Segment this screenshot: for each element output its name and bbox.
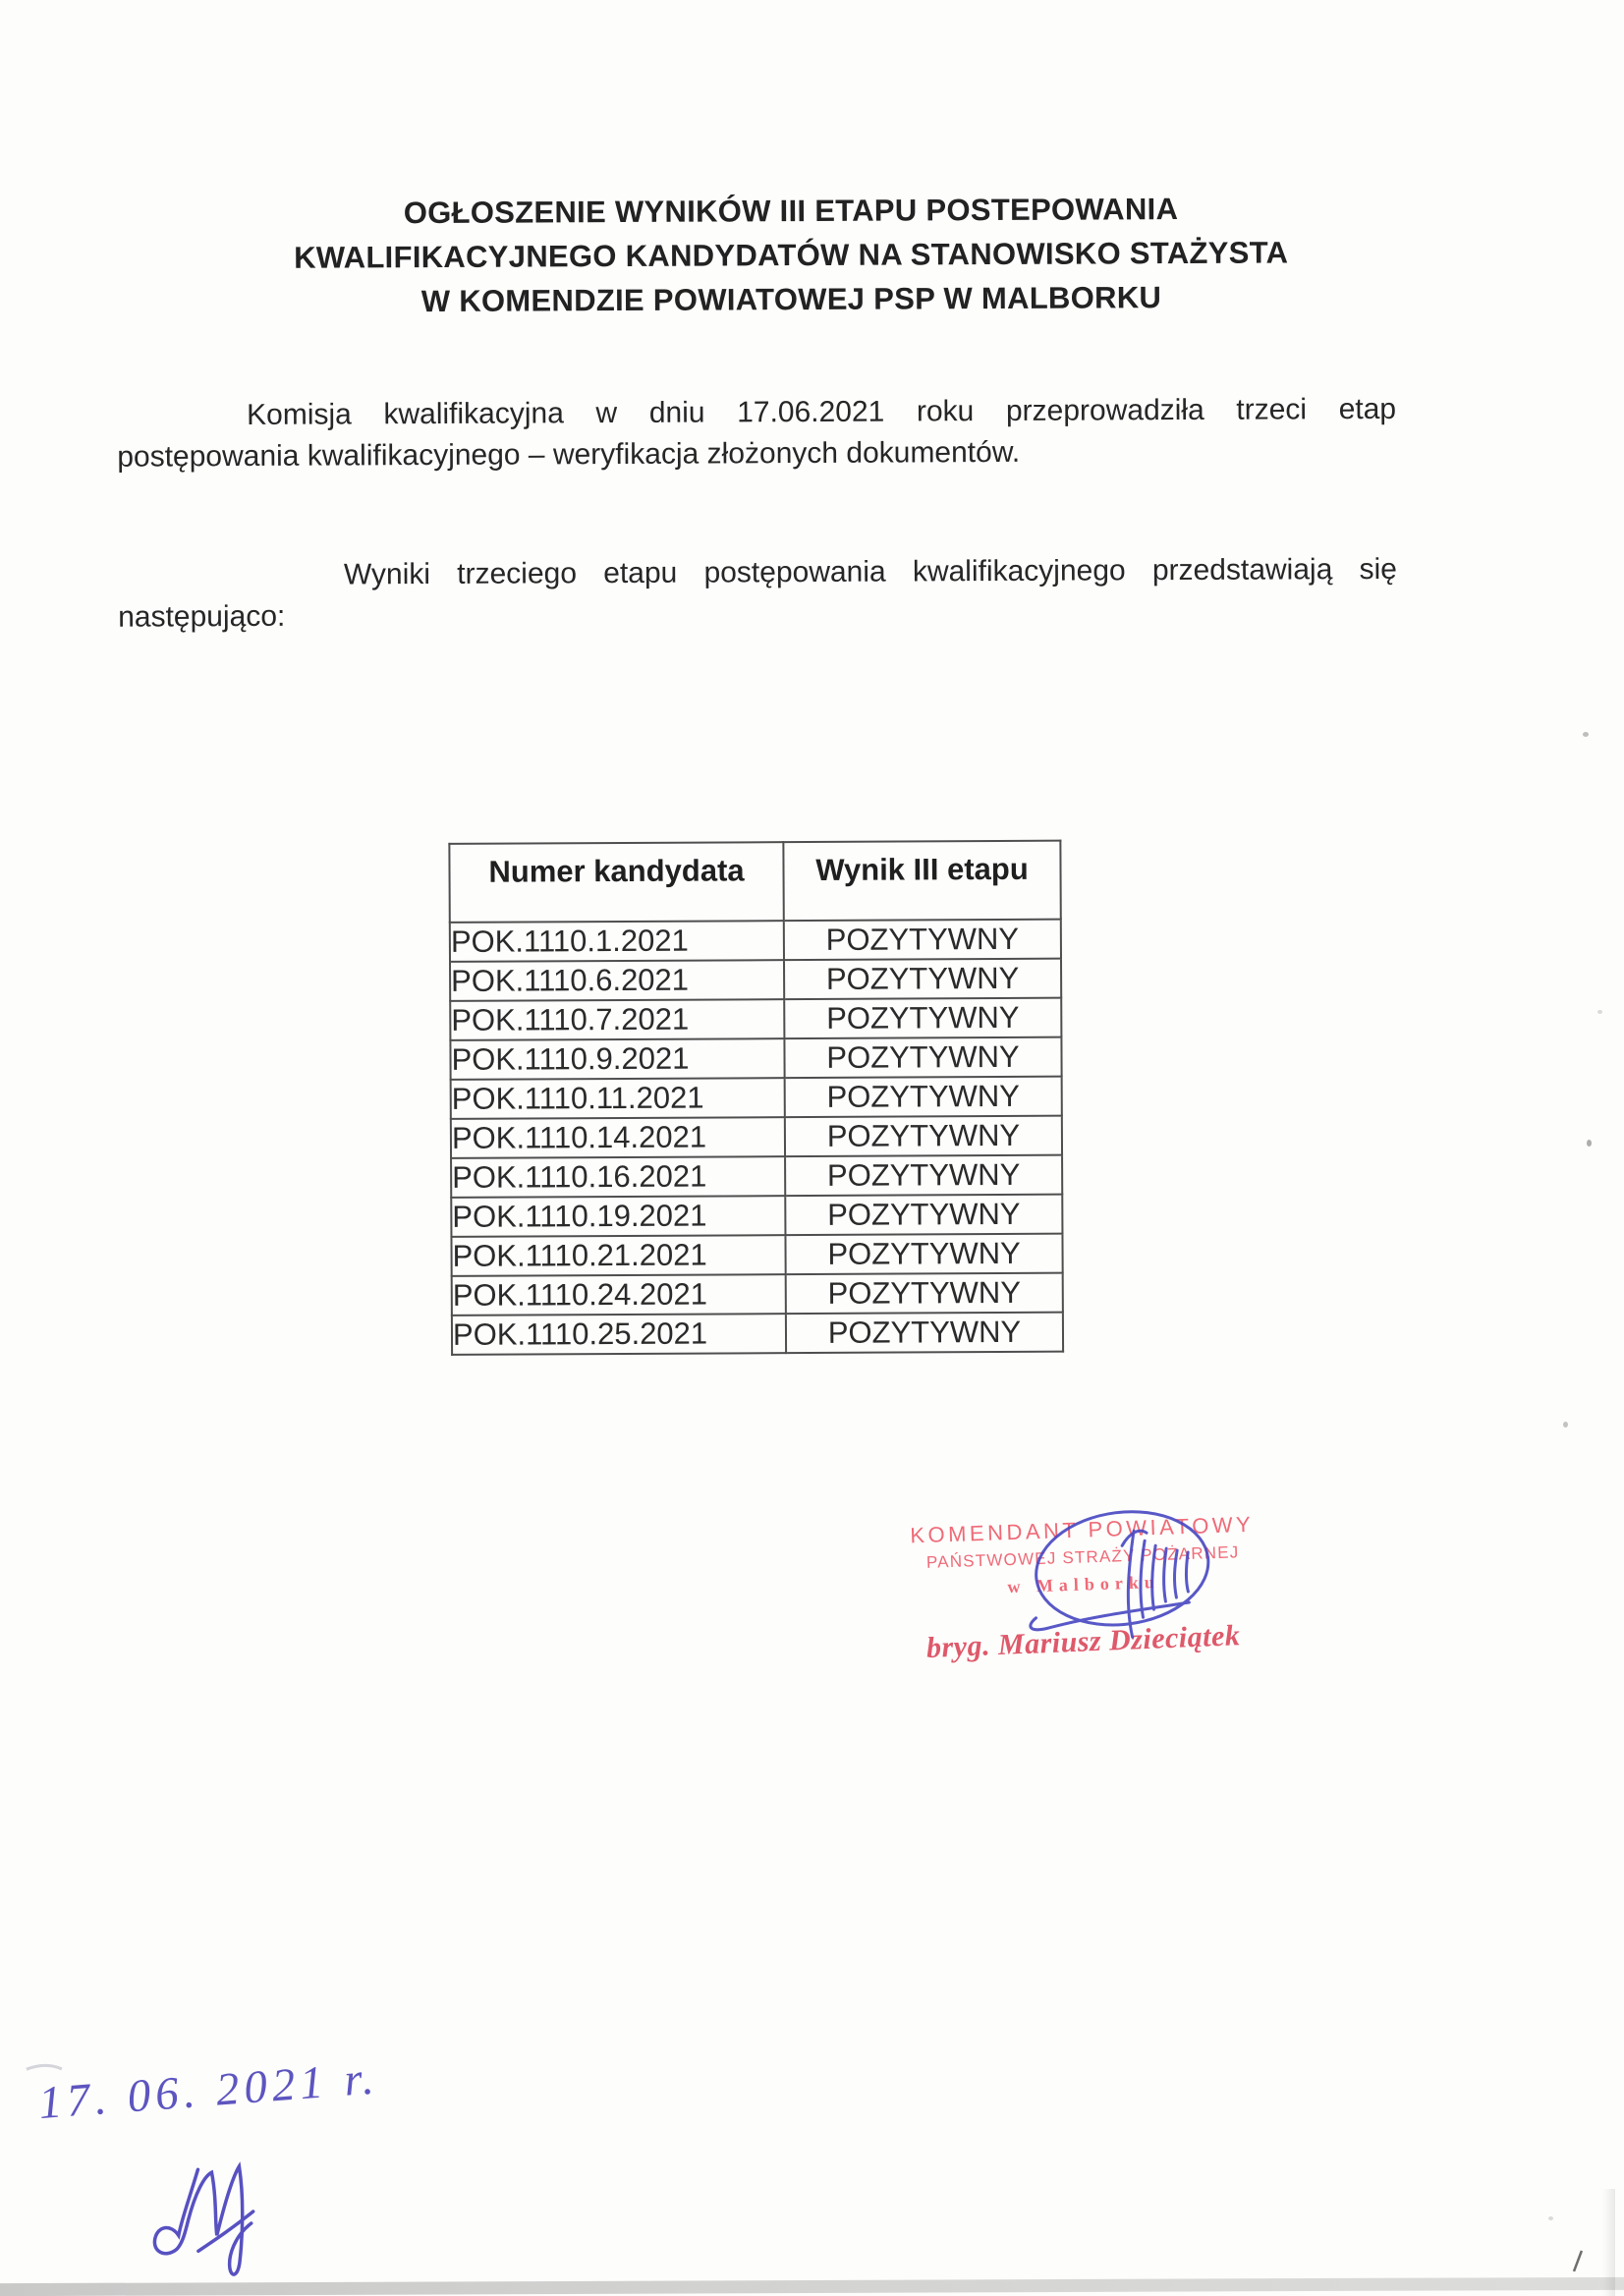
scan-edge-shade — [1602, 2189, 1615, 2296]
candidate-number-cell: POK.1110.24.2021 — [452, 1274, 786, 1316]
candidate-number-cell: POK.1110.25.2021 — [452, 1314, 786, 1355]
result-cell: POZYTYWNY — [785, 1195, 1062, 1235]
results-table-header — [449, 841, 1060, 923]
table-row — [450, 998, 1061, 1040]
paragraph-line: Komisja kwalifikacyjna w dniu 17.06.2021 roku przeprowadziła trzeci etap — [246, 392, 1397, 432]
scan-speck — [1583, 732, 1589, 737]
table-row — [451, 1077, 1062, 1119]
document-title — [157, 186, 1426, 325]
result-cell: POZYTYWNY — [786, 1273, 1063, 1314]
table-row — [452, 1273, 1063, 1316]
paragraph-line: postępowania kwalifikacyjnego – weryfikacja złożonych dokumentów. — [117, 435, 1021, 474]
stamp-line-3: w Malborku — [1007, 1571, 1161, 1597]
scan-speck — [1548, 2216, 1553, 2220]
results-table — [448, 840, 1064, 1356]
paragraph-line: Wyniki trzeciego etapu postępowania kwalifikacyjnego przedstawiają się — [343, 552, 1398, 591]
table-row — [451, 1234, 1062, 1276]
candidate-number-cell: POK.1110.11.2021 — [451, 1078, 785, 1119]
table-row — [450, 920, 1061, 962]
candidate-number-cell: POK.1110.16.2021 — [451, 1156, 785, 1198]
result-cell: POZYTYWNY — [785, 1234, 1062, 1274]
stamp-line-1: KOMENDANT POWIATOWY — [909, 1511, 1255, 1548]
header-row — [449, 841, 1060, 923]
pen-smudge — [27, 2065, 62, 2069]
table-row — [451, 1116, 1062, 1158]
result-cell: POZYTYWNY — [784, 959, 1061, 999]
table-row — [452, 1313, 1063, 1355]
official-stamp — [880, 1511, 1285, 1602]
result-cell: POZYTYWNY — [785, 1155, 1062, 1196]
candidate-number-header: Numer kandydata — [449, 842, 783, 923]
candidate-number-cell: POK.1110.9.2021 — [450, 1038, 784, 1080]
candidate-number-cell: POK.1110.6.2021 — [450, 960, 784, 1001]
candidate-number-cell: POK.1110.14.2021 — [451, 1117, 785, 1158]
scan-speck — [1587, 1140, 1592, 1147]
candidate-number-cell: POK.1110.1.2021 — [450, 921, 784, 962]
result-cell: POZYTYWNY — [785, 1077, 1062, 1117]
result-cell: POZYTYWNY — [784, 1037, 1061, 1078]
stamp-line-2: PAŃSTWOWEJ STRAŻY POŻARNEJ — [925, 1542, 1240, 1572]
scan-speck — [1597, 1010, 1602, 1014]
result-cell: POZYTYWNY — [785, 1116, 1062, 1156]
candidate-number-cell: POK.1110.7.2021 — [450, 999, 784, 1040]
table-row — [450, 1037, 1061, 1080]
result-cell: POZYTYWNY — [786, 1313, 1063, 1353]
title-line-1: OGŁOSZENIE WYNIKÓW III ETAPU POSTEPOWANIA — [403, 192, 1179, 231]
candidate-number-cell: POK.1110.21.2021 — [451, 1235, 785, 1276]
candidate-number-cell: POK.1110.19.2021 — [451, 1196, 785, 1237]
table-row — [450, 959, 1061, 1001]
stamp-signatory-name: bryg. Mariusz Dzieciątek — [925, 1619, 1241, 1664]
paragraph-line: następująco: — [118, 599, 286, 634]
paragraph-commission — [117, 389, 1396, 478]
result-cell: POZYTYWNY — [784, 998, 1061, 1038]
table-row — [451, 1195, 1062, 1237]
result-cell: POZYTYWNY — [784, 920, 1061, 960]
stage-result-header: Wynik III etapu — [783, 841, 1060, 921]
table-row — [451, 1155, 1062, 1198]
scan-speck — [1563, 1422, 1568, 1428]
handwritten-date: 17. 06. 2021 r. — [36, 2052, 381, 2130]
handwritten-initials — [154, 2166, 253, 2274]
title-line-3: W KOMENDZIE POWIATOWEJ PSP W MALBORKU — [420, 280, 1162, 319]
title-line-2: KWALIFIKACYJNEGO KANDYDATÓW NA STANOWISKO STAŻYSTA — [294, 235, 1289, 275]
scan-slash-mark — [1574, 2251, 1582, 2271]
paragraph-results-intro — [118, 549, 1397, 639]
results-table-body — [450, 920, 1063, 1355]
